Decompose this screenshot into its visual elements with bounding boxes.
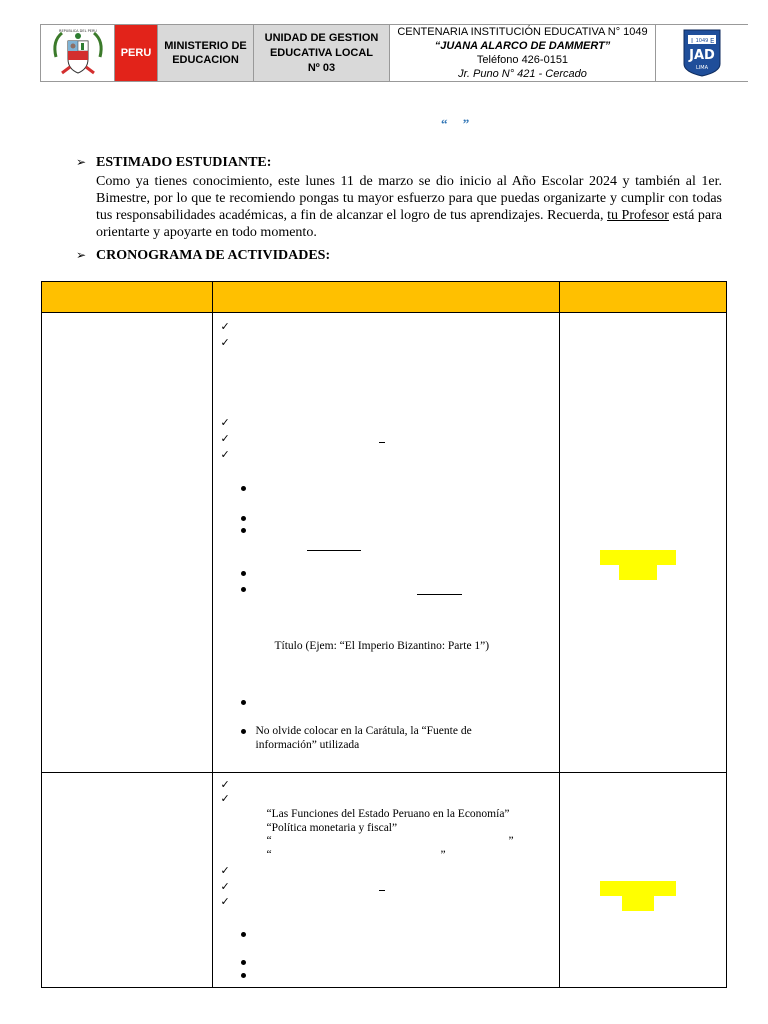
bullet-icon bbox=[241, 973, 246, 978]
intro-text: Como ya tienes conocimiento, este lunes 11 de marzo se dio inicio al Año Escolar 2024 y también al 1er. Bimestre, por lo que te recomiendo pongas tu mayor esfuerzo para que puedas organizarte y cumplir con todas tus responsabilidades académicas, a fin de alcanzar el logro de tus aprendizajes. Recuerda, bbox=[96, 174, 722, 223]
school-shield-icon bbox=[682, 28, 722, 78]
institution-honoree: “JUANA ALARCO DE DAMMERT” bbox=[434, 40, 611, 52]
caratula-note-line-1: No olvide colocar en la Carátula, la “Fuente de bbox=[255, 725, 472, 737]
institution-address: Jr. Puno N° 421 - Cercado bbox=[458, 68, 587, 80]
svg-text:I: I bbox=[691, 37, 694, 45]
table-cell bbox=[42, 313, 213, 773]
bullet-icon bbox=[241, 516, 246, 521]
table-cell-deadline bbox=[560, 313, 727, 773]
bullet-icon bbox=[241, 729, 246, 734]
highlight-mark bbox=[619, 565, 657, 580]
arrow-bullet-icon: ➢ bbox=[76, 155, 87, 169]
ugel-label bbox=[254, 25, 390, 81]
quote-marks: “ ” bbox=[441, 116, 476, 131]
underline-mark bbox=[307, 550, 361, 551]
bullet-icon bbox=[241, 486, 246, 491]
section-title-text: ESTIMADO ESTUDIANTE: bbox=[96, 155, 272, 170]
bullet-icon bbox=[241, 960, 246, 965]
check-icon: ✓ bbox=[220, 778, 230, 791]
svg-text:LIMA: LIMA bbox=[696, 65, 708, 71]
section-title-text: CRONOGRAMA DE ACTIVIDADES: bbox=[96, 248, 331, 263]
bullet-icon bbox=[241, 528, 246, 533]
topic-1: “Las Funciones del Estado Peruano en la Economía” bbox=[266, 808, 510, 820]
header-cell bbox=[560, 282, 727, 313]
check-icon: ✓ bbox=[220, 432, 230, 445]
highlight-mark bbox=[600, 881, 676, 896]
bullet-icon bbox=[241, 932, 246, 937]
intro-paragraph bbox=[96, 173, 722, 241]
table-cell bbox=[42, 773, 213, 988]
national-seal bbox=[41, 25, 115, 81]
underline-mark bbox=[417, 594, 462, 595]
check-icon: ✓ bbox=[220, 448, 230, 461]
check-icon: ✓ bbox=[220, 895, 230, 908]
arrow-bullet-icon: ➢ bbox=[76, 248, 87, 262]
institution-name: CENTENARIA INSTITUCIÓN EDUCATIVA N° 1049 bbox=[397, 26, 648, 38]
institution-phone: Teléfono 426-0151 bbox=[476, 54, 569, 66]
topic-3-open: “ bbox=[266, 835, 272, 847]
profesor-link[interactable]: tu Profesor bbox=[607, 208, 669, 223]
svg-text:1049: 1049 bbox=[695, 38, 709, 44]
section-title-student bbox=[76, 155, 271, 171]
schedule-table bbox=[41, 281, 727, 988]
table-header-row bbox=[42, 282, 727, 313]
svg-text:REPUBLICA DEL PERU: REPUBLICA DEL PERU bbox=[58, 29, 97, 33]
intro-text-end: está para orientarte y apoyarte en todo momento. bbox=[96, 208, 722, 240]
header-cell bbox=[212, 282, 560, 313]
ugel-line-1: UNIDAD DE GESTION bbox=[264, 31, 379, 44]
header-cell bbox=[42, 282, 213, 313]
topic-3-close: ” bbox=[508, 835, 514, 847]
check-icon: ✓ bbox=[220, 416, 230, 429]
check-icon: ✓ bbox=[220, 320, 230, 333]
topic-4-open: “ bbox=[266, 849, 272, 861]
bullet-icon bbox=[241, 700, 246, 705]
peru-label: PERU bbox=[115, 25, 158, 81]
coat-of-arms-icon bbox=[48, 27, 108, 79]
title-example: Título (Ejem: “El Imperio Bizantino: Parte 1”) bbox=[274, 640, 490, 652]
section-title-schedule bbox=[76, 248, 330, 264]
table-row bbox=[42, 773, 727, 988]
ministerio-label: MINISTERIO DE EDUCACION bbox=[158, 25, 254, 81]
table-cell-deadline bbox=[560, 773, 727, 988]
table-cell-activities bbox=[212, 773, 560, 988]
topic-4-close: ” bbox=[440, 849, 446, 861]
check-icon: ✓ bbox=[220, 336, 230, 349]
school-logo bbox=[656, 25, 748, 81]
svg-text:E: E bbox=[710, 37, 715, 45]
table-row bbox=[42, 313, 727, 773]
highlight-mark bbox=[622, 896, 654, 911]
institution-info bbox=[390, 25, 656, 81]
bullet-icon bbox=[241, 587, 246, 592]
ugel-line-3: Nº 03 bbox=[307, 61, 336, 74]
ugel-line-2: EDUCATIVA LOCAL bbox=[269, 46, 374, 59]
bullet-icon bbox=[241, 571, 246, 576]
check-icon: ✓ bbox=[220, 864, 230, 877]
caratula-note-line-2: información” utilizada bbox=[255, 739, 360, 751]
check-icon: ✓ bbox=[220, 792, 230, 805]
table-cell-activities bbox=[212, 313, 560, 773]
dash-mark bbox=[379, 442, 385, 443]
highlight-mark bbox=[600, 550, 676, 565]
check-icon: ✓ bbox=[220, 880, 230, 893]
svg-text:JAD: JAD bbox=[689, 48, 715, 63]
dash-mark bbox=[379, 890, 385, 891]
topic-2: “Política monetaria y fiscal” bbox=[266, 822, 398, 834]
letterhead bbox=[40, 24, 748, 82]
